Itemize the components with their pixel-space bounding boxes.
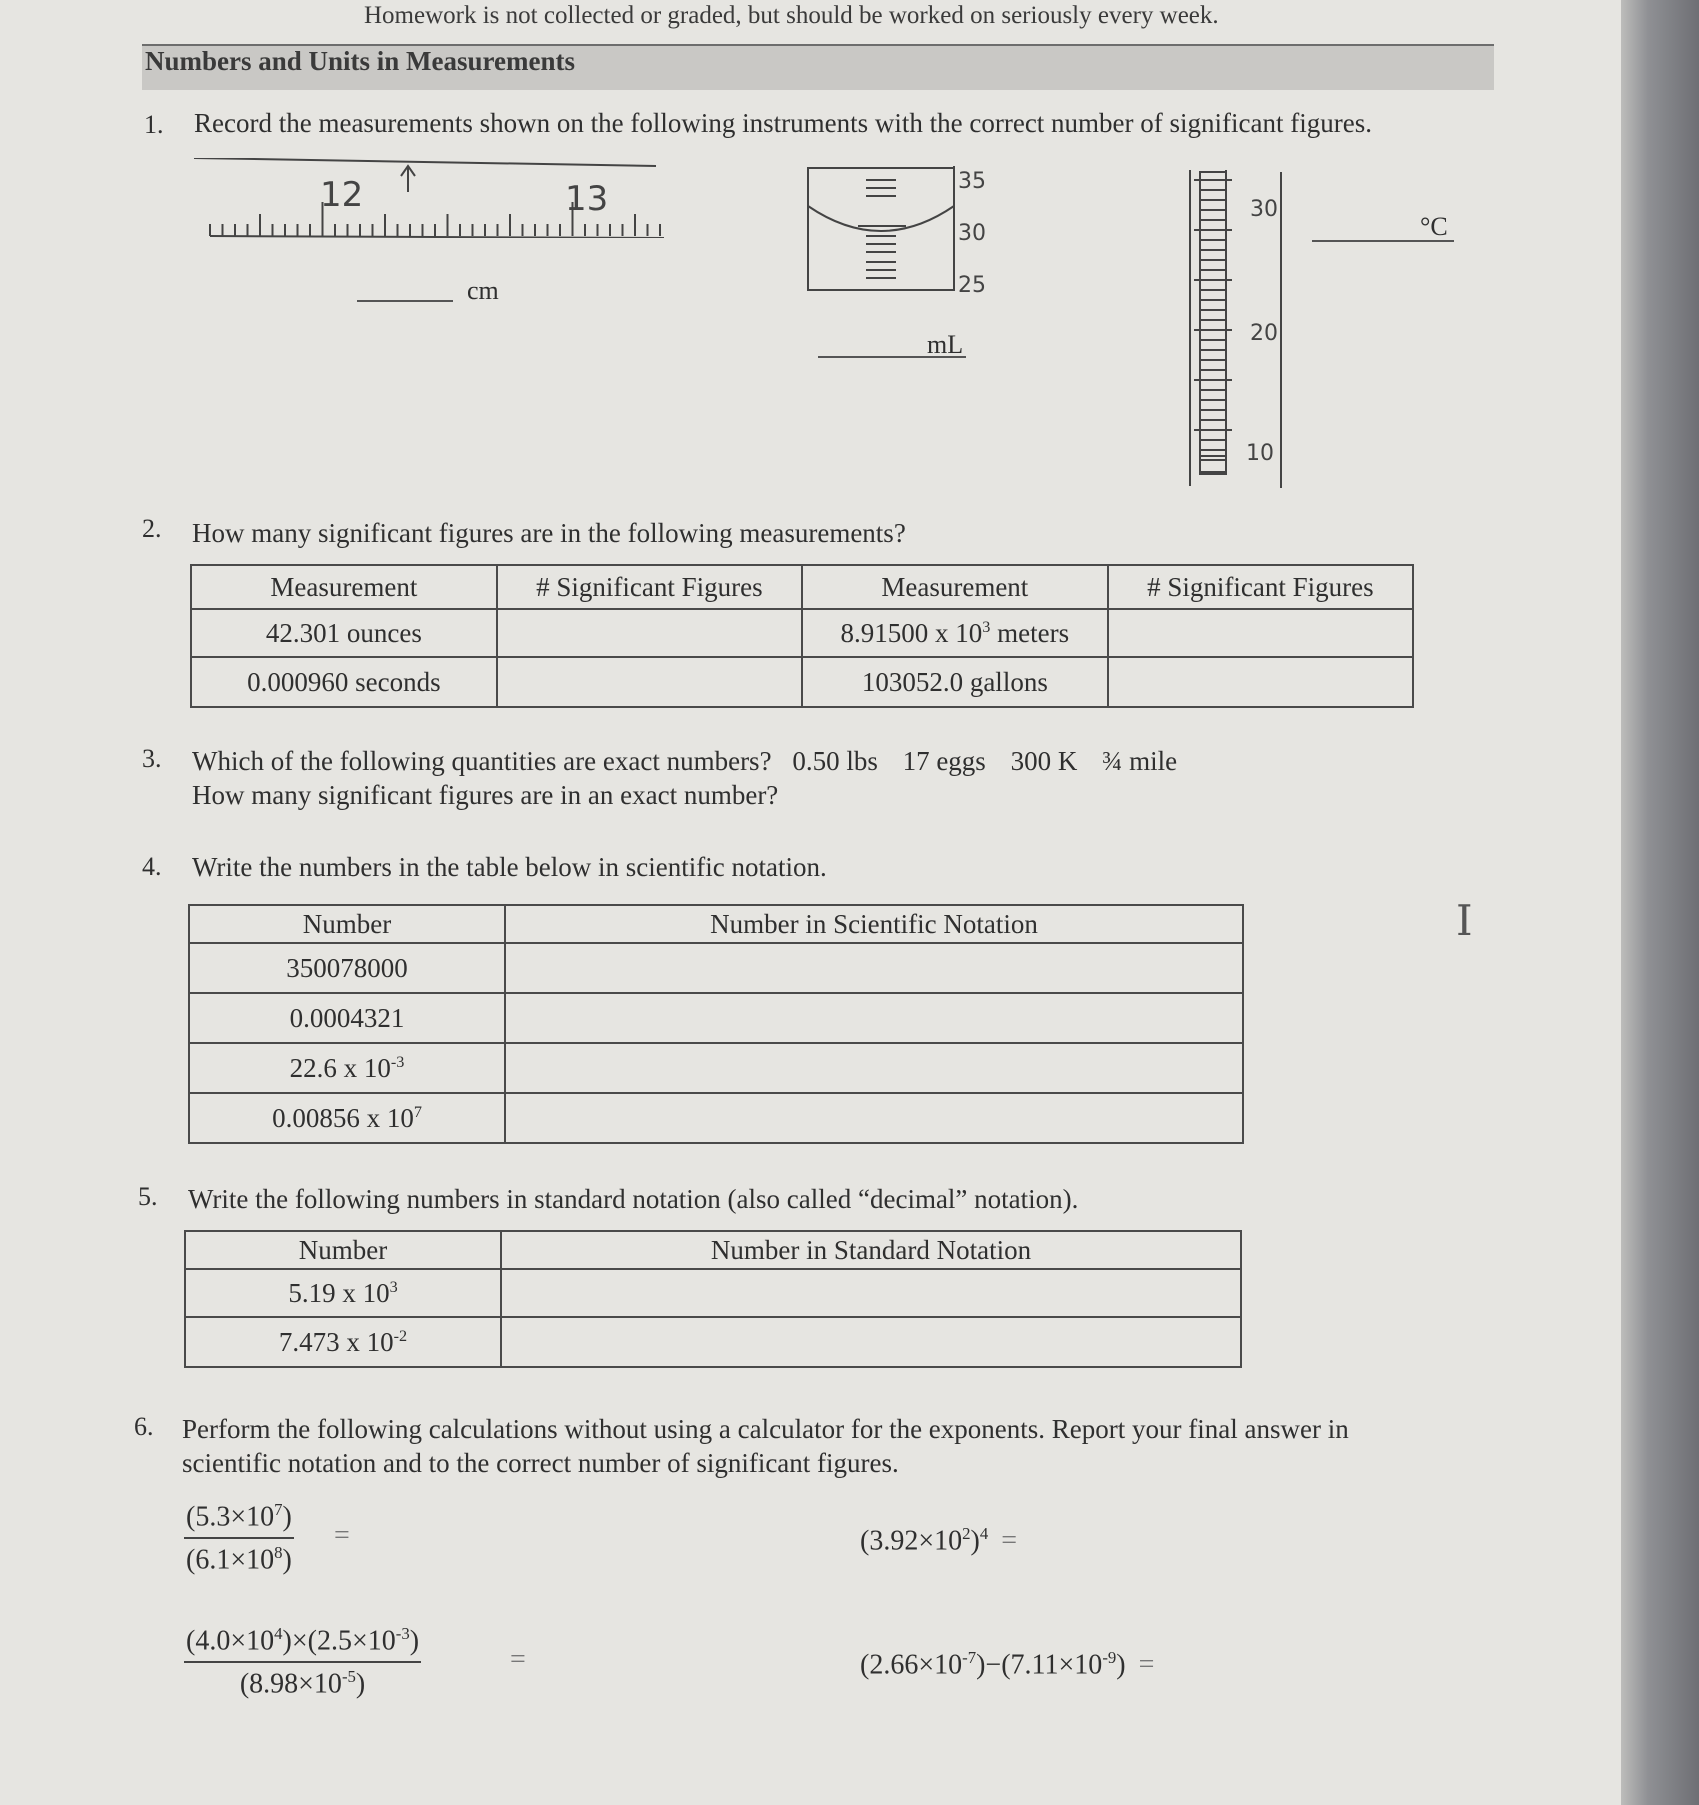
q3-option: 17 eggs	[902, 746, 986, 776]
ruler-answer-line[interactable]	[357, 300, 453, 302]
graduated-cylinder-diagram	[806, 166, 986, 294]
q5-header-number: Number	[185, 1231, 501, 1269]
q6-expression-d: $(2.66\times 10^{-7})-(7.11\times 10^{-9})$ =	[860, 1648, 1155, 1681]
q4-number-cell: 350078000	[189, 943, 505, 993]
section-title: Numbers and Units in Measurements	[145, 46, 576, 76]
q4-number-cell: 22.6 x $10^{-3}$	[189, 1043, 505, 1093]
cylinder-label-35: 35	[958, 169, 986, 194]
q5-number-cell: 5.19 x $10^3$	[185, 1269, 501, 1317]
q6-fraction-c	[184, 1624, 421, 1701]
arrow-icon	[401, 166, 415, 192]
q4-number-cell: 0.00856 x $10^7$	[189, 1093, 505, 1143]
q1-text: Record the measurements shown on the following instruments with the correct number of significant figures.	[194, 108, 1372, 138]
ruler-label-13: 13	[565, 179, 609, 219]
q3-option: ¾ mile	[1102, 746, 1178, 776]
scientific-notation-table	[188, 904, 1244, 1144]
q5-answer-cell[interactable]	[501, 1269, 1241, 1317]
table-row	[189, 1093, 1243, 1143]
thermometer-label-20: 20	[1250, 321, 1278, 346]
q2-answer-cell[interactable]	[497, 609, 802, 657]
q6-fraction-a	[184, 1500, 294, 1577]
q3-option: 300 K	[1010, 746, 1078, 776]
q2-answer-cell[interactable]	[1108, 657, 1413, 707]
q6-text-line1: Perform the following calculations without using a calculator for the exponents. Report your final answer in	[182, 1414, 1349, 1444]
q3-option: 0.50 lbs	[792, 746, 878, 776]
q2-header-measurement: Measurement	[191, 565, 497, 609]
standard-notation-table	[184, 1230, 1242, 1368]
fraction-denominator: $(6.1\times 10^8)$	[186, 1543, 292, 1576]
cylinder-unit: mL	[927, 330, 964, 359]
thermometer-label-10: 10	[1246, 441, 1274, 466]
thermometer-label-30: 30	[1250, 197, 1278, 222]
q2-header-sig-figs: # Significant Figures	[1108, 565, 1413, 609]
q2-measurement-cell: 8.91500 x $10^3$ meters	[802, 609, 1108, 657]
q5-number: 5.	[138, 1182, 158, 1211]
q4-answer-cell[interactable]	[505, 943, 1243, 993]
q2-answer-cell[interactable]	[497, 657, 802, 707]
table-row	[189, 943, 1243, 993]
fraction-numerator: $(4.0\times 10^4)\times(2.5\times 10^{-3})$	[184, 1624, 421, 1663]
table-row	[185, 1269, 1241, 1317]
q4-answer-cell[interactable]	[505, 993, 1243, 1043]
q3-question-line1: Which of the following quantities are exact numbers? 0.50 lbs 17 eggs 300 K ¾ mile	[192, 746, 1178, 776]
q5-text: Write the following numbers in standard notation (also called “decimal” notation).	[188, 1184, 1079, 1214]
q2-header-measurement: Measurement	[802, 565, 1108, 609]
sig-figs-table	[190, 564, 1414, 708]
ruler-diagram	[190, 158, 680, 238]
q2-measurement-cell: 0.000960 seconds	[191, 657, 497, 707]
q2-measurement-cell: 103052.0 gallons	[802, 657, 1108, 707]
q3-number: 3.	[142, 744, 162, 773]
q2-header-sig-figs: # Significant Figures	[497, 565, 802, 609]
q3-question-line2: How many significant figures are in an exact number?	[192, 780, 779, 810]
table-row	[189, 1043, 1243, 1093]
ruler-unit: cm	[467, 276, 499, 305]
page-edge-shadow	[1621, 0, 1699, 1805]
q1-number: 1.	[144, 110, 164, 139]
q5-number-cell: 7.473 x $10^{-2}$	[185, 1317, 501, 1367]
q4-text: Write the numbers in the table below in scientific notation.	[192, 852, 827, 882]
q2-measurement-cell: 42.301 ounces	[191, 609, 497, 657]
q2-text: How many significant figures are in the following measurements?	[192, 518, 906, 548]
q2-answer-cell[interactable]	[1108, 609, 1413, 657]
table-row	[189, 993, 1243, 1043]
text-cursor-icon: I	[1456, 896, 1473, 945]
fraction-denominator: $(8.98\times 10^{-5})$	[239, 1667, 366, 1700]
q5-header-standard: Number in Standard Notation	[501, 1231, 1241, 1269]
cylinder-label-30: 30	[958, 221, 986, 246]
table-row	[191, 657, 1413, 707]
q2-number: 2.	[142, 514, 162, 543]
q4-header-scientific: Number in Scientific Notation	[505, 905, 1243, 943]
q4-number: 4.	[142, 852, 162, 881]
fraction-numerator: $(5.3\times 10^7)$	[184, 1500, 294, 1539]
header-note: Homework is not collected or graded, but should be worked on seriously every week.	[364, 2, 1219, 29]
q6-text-line2: scientific notation and to the correct number of significant figures.	[182, 1448, 899, 1478]
thermometer-diagram	[1186, 168, 1286, 490]
equals-sign: =	[334, 1520, 350, 1551]
q4-header-number: Number	[189, 905, 505, 943]
table-row	[191, 609, 1413, 657]
q6-expression-b: $(3.92\times 10^2)^4$ =	[860, 1524, 1018, 1557]
thermometer-unit: °C	[1420, 212, 1448, 241]
equals-sign: =	[510, 1644, 526, 1675]
table-row	[185, 1317, 1241, 1367]
q4-answer-cell[interactable]	[505, 1043, 1243, 1093]
q5-answer-cell[interactable]	[501, 1317, 1241, 1367]
cylinder-label-25: 25	[958, 273, 986, 294]
q4-number-cell: 0.0004321	[189, 993, 505, 1043]
ruler-label-12: 12	[320, 175, 364, 215]
q4-answer-cell[interactable]	[505, 1093, 1243, 1143]
q6-number: 6.	[134, 1412, 154, 1441]
